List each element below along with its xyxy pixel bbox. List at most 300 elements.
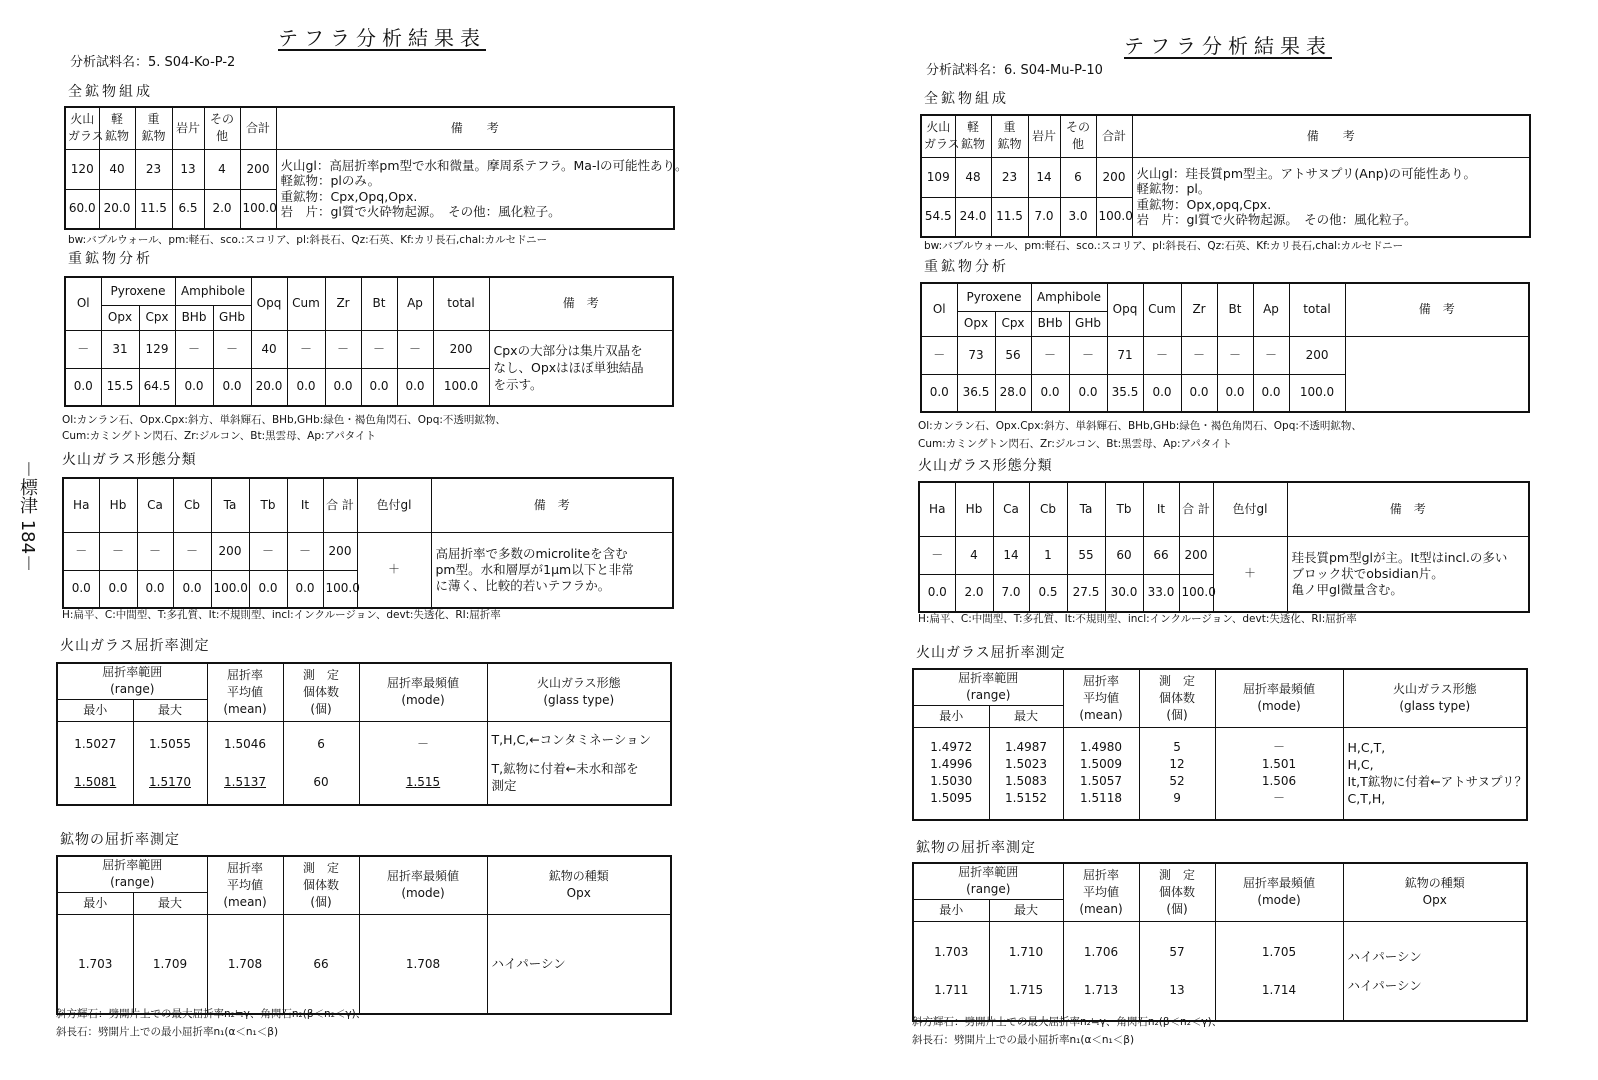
data-cell-mean (207, 721, 283, 805)
count-cell: 200 (1179, 536, 1213, 574)
remark-line: ブロック状でobsidian片。 (1291, 565, 1444, 581)
column-header (991, 115, 1028, 157)
remark-line: 軽鉱物：plのみ。 (280, 173, 381, 189)
text-line: 平均値 (227, 877, 264, 892)
section-heading-glass-ri: 火山ガラス屈折率測定 (60, 638, 210, 654)
text-line: 火山 (70, 112, 95, 127)
percent-cell: 6.5 (172, 189, 204, 229)
text-line: (range) (110, 682, 155, 697)
remarks-cell (1132, 157, 1530, 237)
section-heading-heavy: 重鉱物分析 (924, 259, 1009, 275)
percent-cell: 0.0 (921, 374, 957, 412)
value-type: C,T,H, (1347, 791, 1386, 807)
count-cell: － (99, 532, 137, 570)
header-count (283, 856, 359, 914)
remarks-cell (1345, 336, 1529, 412)
header-opq: Opq (1107, 283, 1143, 336)
value-max: 1.5055 (149, 736, 191, 751)
header-cpx: Cpx (139, 305, 175, 330)
data-cell-max (989, 921, 1063, 1021)
percent-cell: 33.0 (1143, 574, 1179, 612)
percent-cell: 64.5 (139, 368, 175, 406)
header-row (921, 115, 1530, 157)
header-total: total (1289, 283, 1345, 336)
value-mean: 1.5137 (224, 774, 267, 789)
percent-cell: 0.0 (1069, 374, 1107, 412)
header-range (57, 856, 207, 892)
value-mean: 1.5057 (1080, 774, 1123, 789)
percent-cell: 11.5 (991, 197, 1028, 237)
header-row-1 (65, 277, 673, 305)
text-line: ガラス (68, 129, 104, 144)
percent-cell: 100.0 (323, 570, 357, 608)
column-header: 合 計 (1179, 482, 1213, 536)
remark-line: 珪長質pm型glが主。It型はincl.の多い (1291, 550, 1508, 566)
value-n: 5 (1173, 740, 1181, 755)
value-type: ハイパーシン (491, 955, 566, 971)
data-cell-mode (1215, 727, 1343, 820)
text-line: 鉱物 (141, 129, 166, 144)
value-mode: － (1273, 791, 1286, 806)
data-cell-n (283, 721, 359, 805)
header-mean (1063, 863, 1139, 921)
column-header (921, 115, 960, 157)
value-max: 1.5152 (1005, 791, 1047, 806)
text-line: ガラス (924, 137, 960, 152)
percent-cell: 0.0 (361, 368, 397, 406)
column-header (99, 107, 135, 149)
header-pyroxene: Pyroxene (101, 277, 175, 305)
count-cell: 120 (65, 149, 99, 189)
percent-cell: 11.5 (135, 189, 172, 229)
text-line: 火山 (926, 120, 951, 135)
count-cell: － (1143, 336, 1181, 374)
text-line: (range) (966, 882, 1011, 897)
percent-cell: 0.0 (287, 368, 325, 406)
glass-morphology-table (918, 481, 1530, 613)
remark-line: なし、Opxはほぼ単独結晶 (493, 360, 644, 376)
column-header: Ca (993, 482, 1029, 536)
count-cell: 23 (991, 157, 1028, 197)
remark-line: 亀ノ甲gl微量含む。 (1291, 581, 1403, 597)
count-cell: － (1069, 336, 1107, 374)
header-cpx: Cpx (995, 311, 1031, 336)
value-type: 測定 (491, 778, 517, 794)
header-pyroxene: Pyroxene (957, 283, 1031, 311)
header-mean (1063, 669, 1139, 727)
percent-cell: 0.0 (397, 368, 433, 406)
heavy-mineral-table (64, 276, 674, 407)
header-bhb: BHb (175, 305, 213, 330)
remark-line: 火山gl：珪長質pm型主。アトサヌプリ(Anp)の可能性あり。 (1136, 165, 1477, 181)
percent-cell: 0.0 (173, 570, 211, 608)
percent-cell: 30.0 (1105, 574, 1143, 612)
section-heading-glass: 火山ガラス形態分類 (62, 452, 197, 468)
count-cell: － (287, 532, 323, 570)
count-cell: － (919, 536, 955, 574)
column-header: Ha (63, 478, 99, 532)
text-line: 鉱物 (960, 137, 985, 152)
text-line: (mean) (1079, 901, 1123, 916)
count-cell: 23 (135, 149, 172, 189)
value-max: 1.5083 (1005, 774, 1047, 789)
text-line: その (209, 112, 234, 127)
value-n: 52 (1169, 774, 1185, 789)
data-cell-mode (359, 721, 487, 805)
data-cell-mean (1063, 727, 1139, 820)
count-cell: 55 (1067, 536, 1105, 574)
count-cell: － (1031, 336, 1069, 374)
footnote-1: 斜方輝石：劈開片上での最大屈折率n₂≒γ、角閃石n₂(β＜n₂＜γ)、 (56, 1008, 367, 1020)
count-cell: 13 (172, 149, 204, 189)
column-header: Ta (1067, 482, 1105, 536)
count-cell: 109 (921, 157, 955, 197)
column-header: 備 考 (431, 478, 673, 532)
data-cell-max (133, 914, 207, 1014)
percent-cell: 100.0 (211, 570, 249, 608)
header-amphibole: Amphibole (1031, 283, 1107, 311)
percent-cell: 20.0 (99, 189, 135, 229)
value-max: 1.715 (1008, 982, 1044, 997)
column-header: 色付gl (357, 478, 431, 532)
header-min: 最小 (57, 699, 133, 721)
percent-cell: 0.0 (1181, 374, 1217, 412)
column-header: 合計 (1096, 115, 1132, 157)
header-ol: Ol (921, 283, 957, 336)
header-row-1 (913, 863, 1527, 899)
value-mean: 1.4980 (1080, 740, 1123, 755)
percent-cell: 28.0 (995, 374, 1031, 412)
count-cell: － (325, 330, 361, 368)
remark-line: に薄く、比較的若いテフラか。 (435, 577, 611, 593)
count-cell: 200 (433, 330, 489, 368)
header-total: total (433, 277, 489, 330)
percent-cell: 0.0 (1031, 374, 1069, 412)
text-line: (mean) (1079, 707, 1123, 722)
percent-cell: 100.0 (1179, 574, 1213, 612)
remarks-cell (489, 330, 673, 406)
header-min: 最小 (913, 705, 989, 727)
text-line: 軽 (966, 120, 979, 135)
mineral-legend: bw:バブルウォール、pm:軽石、sco.:スコリア、pl:斜長石、Qz:石英、Kf:カリ長石,chal:カルセドニー (68, 234, 548, 246)
value-type: T,鉱物に付着←未水和部を (491, 761, 639, 777)
header-mode (359, 663, 487, 721)
header-ap: Ap (397, 277, 433, 330)
column-header: It (1143, 482, 1179, 536)
value-mean: 1.5009 (1080, 757, 1123, 772)
column-header: Tb (1105, 482, 1143, 536)
column-header: 合計 (240, 107, 276, 149)
result-page-right (908, 0, 1598, 1080)
section-heading-glass: 火山ガラス形態分類 (918, 458, 1053, 474)
data-cell-type (1343, 727, 1527, 820)
header-opq: Opq (251, 277, 287, 330)
data-cell-min (57, 914, 133, 1014)
text-line: 屈折率 (227, 667, 264, 682)
percent-cell: 100.0 (433, 368, 489, 406)
value-mode: 1.515 (405, 774, 441, 789)
header-opx: Opx (957, 311, 995, 336)
section-heading-mineral: 全鉱物組成 (924, 91, 1009, 107)
header-bt: Bt (361, 277, 397, 330)
remark-line: 岩 片：gl質で火砕物起源。 その他：風化粒子。 (1136, 212, 1417, 228)
count-cell: － (1181, 336, 1217, 374)
data-row (913, 727, 1527, 820)
value-n: 12 (1169, 757, 1185, 772)
value-type: T,H,C,←コンタミネーション (491, 732, 652, 748)
colored-glass-cell: ＋ (357, 532, 431, 608)
glass-legend: H:扁平、C:中間型、T:多孔質、It:不規則型、incl:インクルージョン、devt:失透化、RI:屈折率 (918, 613, 1357, 625)
value-n: 13 (1169, 982, 1185, 997)
value-mode: － (1273, 740, 1286, 755)
remark-line: 高屈折率で多数のmicroliteを含む (435, 546, 628, 562)
count-cell: － (287, 330, 325, 368)
count-cell: 73 (957, 336, 995, 374)
header-type (487, 663, 671, 721)
text-line: 屈折率最頻値 (1243, 682, 1316, 697)
data-cell-mean (207, 914, 283, 1014)
text-line: 測 定 (1159, 673, 1196, 688)
value-max: 1.4987 (1005, 740, 1047, 755)
count-cell: 48 (955, 157, 991, 197)
text-line: 測 定 (303, 860, 340, 875)
value-mode: 1.705 (1261, 944, 1297, 959)
header-range (913, 669, 1063, 705)
percent-cell: 27.5 (1067, 574, 1105, 612)
text-line: (range) (110, 875, 155, 890)
column-header: Cb (173, 478, 211, 532)
text-line: 測 定 (1159, 867, 1196, 882)
count-cell: 31 (101, 330, 139, 368)
section-heading-mineral-ri: 鉱物の屈折率測定 (916, 840, 1036, 856)
sample-name: 分析試料名：6. S04-Mu-P-10 (926, 63, 1103, 78)
percent-cell: 54.5 (921, 197, 955, 237)
percent-cell: 24.0 (955, 197, 991, 237)
count-row (65, 149, 674, 189)
text-line: 屈折率 (227, 860, 264, 875)
column-header: 備 考 (1132, 115, 1530, 157)
header-zr: Zr (1181, 283, 1217, 336)
text-line: 個体数 (1159, 884, 1196, 899)
value-mode: 1.708 (405, 956, 441, 971)
header-bhb: BHb (1031, 311, 1069, 336)
text-line: 個体数 (303, 684, 340, 699)
column-header: 合 計 (323, 478, 357, 532)
count-cell: － (921, 336, 957, 374)
value-type: ハイパーシン (1347, 977, 1422, 993)
header-zr: Zr (325, 277, 361, 330)
text-line: 屈折率最頻値 (387, 869, 460, 884)
data-cell-max (133, 721, 207, 805)
mineral-legend: bw:バブルウォール、pm:軽石、sco.:スコリア、pl:斜長石、Qz:石英、Kf:カリ長石,chal:カルセドニー (924, 240, 1404, 252)
count-cell: 200 (1096, 157, 1132, 197)
column-header (204, 107, 240, 149)
value-n: 57 (1169, 944, 1185, 959)
data-cell-n (283, 914, 359, 1014)
count-cell: 40 (251, 330, 287, 368)
value-mean: 1.5118 (1080, 791, 1123, 806)
count-cell: － (249, 532, 287, 570)
count-cell: － (173, 532, 211, 570)
value-type: H,C, (1347, 757, 1374, 773)
text-line: 屈折率最頻値 (1243, 876, 1316, 891)
glass-ri-table (912, 668, 1528, 821)
header-min: 最小 (57, 892, 133, 914)
column-header: It (287, 478, 323, 532)
header-row-1 (57, 856, 671, 892)
value-mean: 1.713 (1083, 982, 1119, 997)
column-header (135, 107, 172, 149)
table-title: テフラ分析結果表 (278, 26, 486, 50)
text-line: 屈折率範囲 (958, 671, 1019, 686)
value-min: 1.5095 (930, 791, 973, 806)
column-header: 色付gl (1213, 482, 1287, 536)
header-remark: 備 考 (489, 277, 673, 330)
text-line: 火山ガラス形態 (536, 676, 621, 691)
mineral-composition-table (64, 106, 688, 230)
percent-cell: 0.0 (1143, 374, 1181, 412)
percent-cell: 0.0 (99, 570, 137, 608)
text-line: 屈折率範囲 (102, 858, 163, 873)
header-ghb: GHb (1069, 311, 1107, 336)
text-line: (glass type) (1399, 699, 1471, 714)
data-cell-mode (1215, 921, 1343, 1021)
footnote-2: 斜長石：劈開片上での最小屈折率n₁(α＜n₁＜β) (56, 1026, 279, 1038)
count-cell: 200 (240, 149, 276, 189)
column-header: Ta (211, 478, 249, 532)
text-line: (個) (1166, 901, 1188, 916)
header-ol: Ol (65, 277, 101, 330)
column-header: 岩片 (1028, 115, 1060, 157)
percent-cell: 35.5 (1107, 374, 1143, 412)
column-header: Ca (137, 478, 173, 532)
remark-line: Cpxの大部分は集片双晶を (493, 343, 643, 359)
column-header: 岩片 (172, 107, 204, 149)
header-cum: Cum (287, 277, 325, 330)
header-count (1139, 669, 1215, 727)
text-line: (個) (310, 701, 332, 716)
text-line: Opx (1422, 893, 1447, 908)
count-cell: 129 (139, 330, 175, 368)
header-remark: 備 考 (1345, 283, 1529, 336)
header-mode (359, 856, 487, 914)
page-number-label: －標津 184－ (17, 460, 38, 573)
column-header (1060, 115, 1096, 157)
data-cell-n (1139, 727, 1215, 820)
result-page-left (52, 0, 742, 1080)
remark-line: pm型。水和層厚が1μm以下と非常 (435, 561, 634, 577)
text-line: 重 (147, 112, 160, 127)
value-n: 9 (1173, 791, 1181, 806)
text-line: 火山ガラス形態 (1392, 682, 1477, 697)
percent-cell: 2.0 (955, 574, 993, 612)
header-min: 最小 (913, 899, 989, 921)
header-amphibole: Amphibole (175, 277, 251, 305)
count-cell: 14 (1028, 157, 1060, 197)
glass-morphology-table (62, 477, 674, 609)
value-mode: 1.506 (1261, 774, 1297, 789)
count-cell: 56 (995, 336, 1031, 374)
value-max: 1.5023 (1005, 757, 1047, 772)
percent-cell: 100.0 (240, 189, 276, 229)
percent-cell: 0.0 (63, 570, 99, 608)
count-cell: 1 (1029, 536, 1067, 574)
text-line: 鉱物の種類 (548, 869, 609, 884)
value-n: 6 (317, 736, 325, 751)
header-mode (1215, 669, 1343, 727)
count-cell: 200 (211, 532, 249, 570)
column-header: Cb (1029, 482, 1067, 536)
remark-line: を示す。 (493, 377, 543, 393)
text-line: 鉱物 (104, 129, 129, 144)
text-line: (mode) (401, 693, 445, 708)
value-min: 1.703 (78, 956, 113, 971)
text-line: 平均値 (227, 684, 264, 699)
percent-cell: 0.0 (175, 368, 213, 406)
count-cell: － (361, 330, 397, 368)
text-line: 鉱物 (997, 137, 1022, 152)
count-cell: － (1217, 336, 1253, 374)
column-header: Tb (249, 478, 287, 532)
header-bt: Bt (1217, 283, 1253, 336)
column-header: Hb (99, 478, 137, 532)
data-cell-max (989, 727, 1063, 820)
header-range (913, 863, 1063, 899)
glass-ri-table (56, 662, 672, 806)
column-header: Ha (919, 482, 955, 536)
heavy-legend-1: Ol:カンラン石、Opx.Cpx:斜方、単斜輝石、BHb,GHb:緑色・褐色角閃石、Opq:不透明鉱物、 (918, 420, 1362, 432)
header-type (1343, 863, 1527, 921)
value-min: 1.711 (934, 982, 969, 997)
value-n: 66 (313, 956, 329, 971)
data-cell-type (487, 721, 671, 805)
value-min: 1.4996 (930, 757, 973, 772)
remark-line: 重鉱物：Cpx,Opq,Opx. (280, 188, 418, 204)
header-type (1343, 669, 1527, 727)
text-line: 測 定 (303, 667, 340, 682)
percent-cell: 20.0 (251, 368, 287, 406)
value-type: It,T鉱物に付着←アトサヌプリ？ (1347, 774, 1528, 790)
count-cell: － (63, 532, 99, 570)
count-row (63, 532, 673, 570)
header-max: 最大 (989, 899, 1063, 921)
count-cell: 4 (955, 536, 993, 574)
header-ghb: GHb (213, 305, 251, 330)
header-count (1139, 863, 1215, 921)
text-line: その (1065, 120, 1090, 135)
footnote-2: 斜長石：劈開片上での最小屈折率n₁(α＜n₁＜β) (912, 1034, 1135, 1046)
header-ap: Ap (1253, 283, 1289, 336)
count-cell: 40 (99, 149, 135, 189)
heavy-legend-1: Ol:カンラン石、Opx.Cpx:斜方、単斜輝石、BHb,GHb:緑色・褐色角閃石、Opq:不透明鉱物、 (62, 414, 506, 426)
text-line: 屈折率 (1083, 867, 1120, 882)
header-opx: Opx (101, 305, 139, 330)
percent-cell: 100.0 (1096, 197, 1132, 237)
count-cell: 60 (1105, 536, 1143, 574)
value-max: 1.709 (152, 956, 188, 971)
text-line: 個体数 (303, 877, 340, 892)
percent-cell: 0.0 (213, 368, 251, 406)
data-row (913, 921, 1527, 1021)
header-cum: Cum (1143, 283, 1181, 336)
value-mode: 1.714 (1261, 982, 1297, 997)
column-header: Hb (955, 482, 993, 536)
data-cell-n (1139, 921, 1215, 1021)
value-min: 1.5030 (930, 774, 973, 789)
glass-legend: H:扁平、C:中間型、T:多孔質、It:不規則型、incl:インクルージョン、devt:失透化、RI:屈折率 (62, 609, 501, 621)
count-cell: 200 (1289, 336, 1345, 374)
remark-line: 岩 片：gl質で火砕物起源。 その他：風化粒子。 (280, 204, 561, 220)
